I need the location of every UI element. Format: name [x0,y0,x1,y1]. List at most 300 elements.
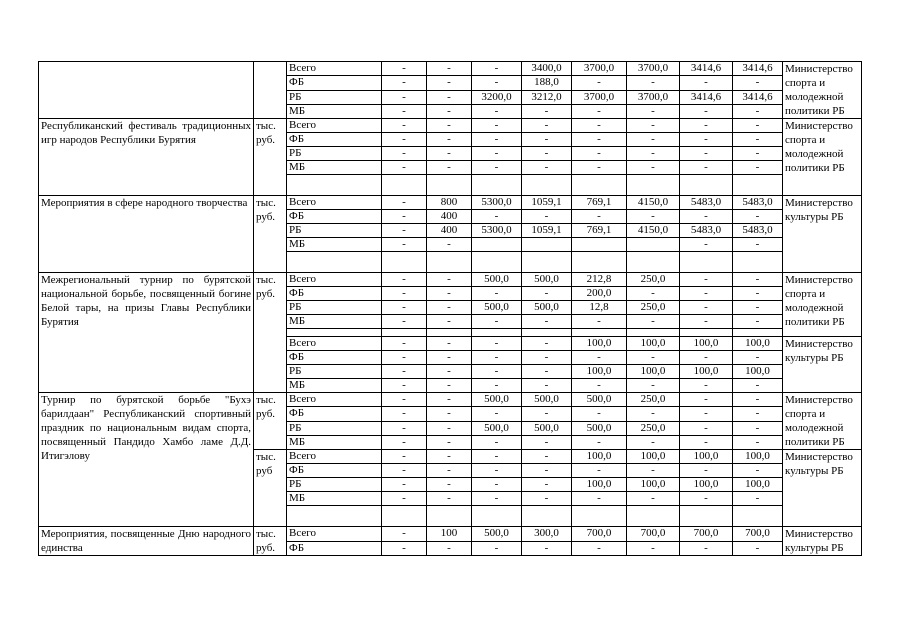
value-cell: - [472,76,522,90]
value-cell: - [382,421,427,435]
value-cell: - [382,435,427,449]
empty-cell [427,252,472,273]
value-cell: - [680,379,733,393]
value-cell: - [472,541,522,556]
empty-cell [572,329,627,337]
value-cell: - [572,119,627,133]
value-cell: - [382,365,427,379]
value-cell: - [627,210,680,224]
empty-cell [382,175,427,196]
value-cell: - [733,133,783,147]
value-cell: 500,0 [472,393,522,407]
funding-source: РБ [287,478,382,492]
value-cell: 500,0 [472,273,522,287]
value-cell: - [427,147,472,161]
value-cell: - [382,541,427,556]
value-cell: - [472,315,522,329]
value-cell: - [382,287,427,301]
table-row [39,119,862,133]
value-cell: 12,8 [572,301,627,315]
value-cell: - [472,161,522,175]
funding-source: ФБ [287,287,382,301]
value-cell: - [472,210,522,224]
value-cell: - [733,119,783,133]
value-cell: 769,1 [572,196,627,210]
value-cell: - [733,407,783,421]
value-cell: - [680,119,733,133]
value-cell: - [627,351,680,365]
responsible-org: Министерство спорта и молодежной политики РБ [783,119,862,196]
value-cell: - [522,351,572,365]
value-cell: - [382,315,427,329]
value-cell: 4150,0 [627,224,680,238]
value-cell: - [382,464,427,478]
value-cell: - [733,238,783,252]
value-cell: - [427,315,472,329]
value-cell: - [680,210,733,224]
value-cell: 5483,0 [680,224,733,238]
value-cell: - [627,104,680,118]
value-cell: - [382,337,427,351]
funding-source: МБ [287,161,382,175]
empty-cell [287,506,382,527]
value-cell: 769,1 [572,224,627,238]
value-cell: - [382,161,427,175]
value-cell: - [733,76,783,90]
empty-cell [522,506,572,527]
value-cell: - [572,133,627,147]
value-cell: - [627,76,680,90]
value-cell: - [522,407,572,421]
value-cell: - [733,351,783,365]
value-cell: 100,0 [733,337,783,351]
value-cell: - [522,210,572,224]
unit-label: тыс. руб. [254,196,287,273]
value-cell: - [522,104,572,118]
value-cell: - [680,407,733,421]
value-cell: 500,0 [572,421,627,435]
value-cell: 1059,1 [522,196,572,210]
value-cell: 1059,1 [522,224,572,238]
value-cell: - [382,407,427,421]
value-cell: - [472,407,522,421]
value-cell: - [472,337,522,351]
value-cell: - [572,104,627,118]
value-cell: 400 [427,224,472,238]
value-cell: - [572,541,627,556]
value-cell: - [427,161,472,175]
table-row [39,62,862,76]
value-cell: - [522,541,572,556]
funding-source: МБ [287,238,382,252]
empty-cell [287,252,382,273]
value-cell: 250,0 [627,301,680,315]
value-cell: - [572,147,627,161]
value-cell: - [472,464,522,478]
value-cell: 188,0 [522,76,572,90]
empty-cell [680,329,733,337]
value-cell: 100,0 [680,337,733,351]
value-cell: - [427,133,472,147]
value-cell: - [680,421,733,435]
unit-label: тыс. руб [254,450,287,527]
value-cell: - [733,147,783,161]
empty-cell [522,175,572,196]
value-cell: - [427,351,472,365]
funding-source: МБ [287,379,382,393]
funding-source: РБ [287,301,382,315]
value-cell: - [680,393,733,407]
empty-cell [287,175,382,196]
value-cell: - [627,147,680,161]
value-cell: - [572,492,627,506]
event-description [39,62,254,119]
unit-label [254,62,287,119]
value-cell: - [472,62,522,76]
value-cell: - [627,407,680,421]
value-cell: - [680,315,733,329]
value-cell: - [522,464,572,478]
value-cell: - [382,273,427,287]
value-cell: - [427,407,472,421]
funding-source: РБ [287,365,382,379]
value-cell: - [382,119,427,133]
value-cell: - [382,210,427,224]
value-cell: - [680,238,733,252]
value-cell: - [572,407,627,421]
value-cell [627,238,680,252]
value-cell: - [427,337,472,351]
value-cell: 5300,0 [472,224,522,238]
value-cell: - [382,393,427,407]
unit-label: тыс. руб. [254,119,287,196]
value-cell: - [427,273,472,287]
event-description: Мероприятия в сфере народного творчества [39,196,254,273]
unit-label: тыс. руб. [254,393,287,450]
value-cell: - [427,421,472,435]
value-cell: - [680,464,733,478]
value-cell: - [680,76,733,90]
value-cell: - [572,76,627,90]
value-cell: 3700,0 [627,62,680,76]
value-cell: 100,0 [733,478,783,492]
value-cell: - [522,365,572,379]
value-cell: - [382,478,427,492]
value-cell: - [733,104,783,118]
value-cell: - [427,104,472,118]
funding-source: РБ [287,421,382,435]
value-cell: - [572,464,627,478]
value-cell: 500,0 [472,301,522,315]
value-cell: - [472,450,522,464]
value-cell: - [733,421,783,435]
value-cell: - [382,224,427,238]
event-description: Мероприятия, посвященные Дню народного единства [39,527,254,556]
value-cell: - [382,301,427,315]
value-cell: - [472,351,522,365]
value-cell: - [427,62,472,76]
responsible-org: Министерство спорта и молодежной политики РБ [783,273,862,337]
empty-cell [522,252,572,273]
value-cell: - [427,464,472,478]
responsible-org: Министерство спорта и молодежной политики РБ [783,393,862,450]
funding-source: Всего [287,527,382,542]
funding-source: Всего [287,196,382,210]
value-cell: 100,0 [572,450,627,464]
value-cell: 800 [427,196,472,210]
value-cell: 3212,0 [522,90,572,104]
value-cell: - [472,287,522,301]
value-cell: 500,0 [522,421,572,435]
value-cell: 500,0 [472,421,522,435]
value-cell: 400 [427,210,472,224]
value-cell: - [382,76,427,90]
value-cell: - [733,393,783,407]
value-cell: 100,0 [627,337,680,351]
value-cell: - [382,196,427,210]
value-cell: 100,0 [572,365,627,379]
value-cell: 100,0 [627,365,680,379]
value-cell: - [427,478,472,492]
empty-cell [472,506,522,527]
value-cell: - [733,287,783,301]
value-cell: 100 [427,527,472,542]
empty-cell [427,506,472,527]
value-cell: - [472,435,522,449]
value-cell: 212,8 [572,273,627,287]
value-cell: - [572,161,627,175]
value-cell: - [733,273,783,287]
value-cell: - [572,379,627,393]
value-cell: - [680,351,733,365]
funding-source: Всего [287,273,382,287]
value-cell: - [382,62,427,76]
value-cell: 100,0 [680,365,733,379]
value-cell: - [627,133,680,147]
value-cell: - [472,478,522,492]
value-cell: 3414,6 [733,90,783,104]
financing-table [38,61,862,556]
value-cell: - [627,287,680,301]
empty-cell [733,252,783,273]
value-cell [572,238,627,252]
empty-cell [522,329,572,337]
value-cell: - [427,119,472,133]
event-description: Межрегиональный турнир по бурятской национальной борьбе, посвященный богине Белой тары, на призы Главы Республики Бурятия [39,273,254,393]
funding-source: МБ [287,104,382,118]
value-cell: - [427,393,472,407]
empty-cell [287,329,382,337]
value-cell: - [680,161,733,175]
value-cell: - [522,147,572,161]
value-cell: 700,0 [733,527,783,542]
value-cell: - [382,133,427,147]
value-cell: 100,0 [627,478,680,492]
empty-cell [427,329,472,337]
value-cell: 100,0 [733,365,783,379]
value-cell: - [627,435,680,449]
value-cell: 100,0 [680,450,733,464]
value-cell: 100,0 [733,450,783,464]
table-row [39,527,862,542]
funding-source: РБ [287,147,382,161]
empty-cell [472,252,522,273]
empty-cell [382,252,427,273]
funding-source: Всего [287,393,382,407]
value-cell: - [627,541,680,556]
empty-cell [382,506,427,527]
table-row [39,196,862,210]
responsible-org: Министерство культуры РБ [783,527,862,556]
value-cell: 100,0 [627,450,680,464]
value-cell: - [522,133,572,147]
empty-cell [680,506,733,527]
empty-cell [572,252,627,273]
value-cell: - [382,147,427,161]
value-cell: - [382,527,427,542]
value-cell: - [522,119,572,133]
funding-source: ФБ [287,210,382,224]
value-cell: 3700,0 [572,62,627,76]
value-cell: - [522,161,572,175]
unit-label: тыс. руб. [254,527,287,556]
value-cell: - [427,76,472,90]
value-cell: - [680,147,733,161]
value-cell: - [427,90,472,104]
value-cell: - [472,379,522,393]
responsible-org: Министерство культуры РБ [783,450,862,527]
value-cell: - [427,287,472,301]
funding-source: ФБ [287,464,382,478]
value-cell: 100,0 [572,478,627,492]
value-cell: - [680,287,733,301]
value-cell: 250,0 [627,421,680,435]
empty-cell [627,175,680,196]
value-cell: - [627,161,680,175]
value-cell: - [627,379,680,393]
value-cell: 5483,0 [680,196,733,210]
value-cell: 3414,6 [733,62,783,76]
value-cell: 500,0 [472,527,522,542]
value-cell [522,238,572,252]
value-cell: - [522,315,572,329]
value-cell: - [472,104,522,118]
empty-cell [572,175,627,196]
value-cell: - [522,435,572,449]
value-cell: - [733,435,783,449]
value-cell: 3400,0 [522,62,572,76]
value-cell [472,238,522,252]
value-cell: 250,0 [627,393,680,407]
value-cell: - [733,301,783,315]
value-cell: 5483,0 [733,224,783,238]
empty-cell [627,506,680,527]
funding-source: МБ [287,315,382,329]
empty-cell [627,252,680,273]
value-cell: - [572,315,627,329]
empty-cell [472,175,522,196]
value-cell: - [733,379,783,393]
value-cell: - [680,104,733,118]
responsible-org: Министерство культуры РБ [783,196,862,273]
value-cell: - [472,133,522,147]
value-cell: - [522,450,572,464]
value-cell: - [733,210,783,224]
value-cell: - [680,133,733,147]
value-cell: - [522,478,572,492]
value-cell: - [472,147,522,161]
value-cell: - [733,315,783,329]
value-cell: - [382,379,427,393]
value-cell: - [680,541,733,556]
funding-source: ФБ [287,351,382,365]
funding-source: ФБ [287,407,382,421]
value-cell: - [427,541,472,556]
value-cell: 3700,0 [572,90,627,104]
value-cell: - [382,238,427,252]
value-cell: 5300,0 [472,196,522,210]
value-cell: - [733,492,783,506]
value-cell: - [680,273,733,287]
funding-source: Всего [287,337,382,351]
value-cell: - [680,301,733,315]
value-cell: 100,0 [572,337,627,351]
empty-cell [627,329,680,337]
value-cell: - [522,337,572,351]
value-cell: - [680,492,733,506]
value-cell: 4150,0 [627,196,680,210]
funding-source: МБ [287,435,382,449]
value-cell: 250,0 [627,273,680,287]
funding-source: Всего [287,119,382,133]
responsible-org: Министерство спорта и молодежной политики РБ [783,62,862,119]
empty-cell [680,175,733,196]
value-cell: - [522,287,572,301]
value-cell: - [427,365,472,379]
value-cell: 5483,0 [733,196,783,210]
value-cell: 700,0 [680,527,733,542]
empty-cell [472,329,522,337]
value-cell: - [627,315,680,329]
value-cell: 500,0 [572,393,627,407]
value-cell: - [382,104,427,118]
empty-cell [733,329,783,337]
value-cell: - [427,238,472,252]
value-cell: 500,0 [522,301,572,315]
value-cell: - [472,365,522,379]
value-cell: 3414,6 [680,62,733,76]
value-cell: 300,0 [522,527,572,542]
table-row [39,393,862,407]
value-cell: 500,0 [522,393,572,407]
value-cell: - [427,301,472,315]
value-cell: 200,0 [572,287,627,301]
value-cell: 700,0 [627,527,680,542]
value-cell: - [572,435,627,449]
event-description: Республиканский фестиваль традиционных игр народов Республики Бурятия [39,119,254,196]
funding-source: МБ [287,492,382,506]
empty-cell [572,506,627,527]
value-cell: - [572,210,627,224]
empty-cell [427,175,472,196]
funding-source: Всего [287,62,382,76]
value-cell: - [427,450,472,464]
value-cell: - [427,435,472,449]
unit-label: тыс. руб. [254,273,287,393]
funding-source: Всего [287,450,382,464]
funding-source: ФБ [287,133,382,147]
empty-cell [382,329,427,337]
